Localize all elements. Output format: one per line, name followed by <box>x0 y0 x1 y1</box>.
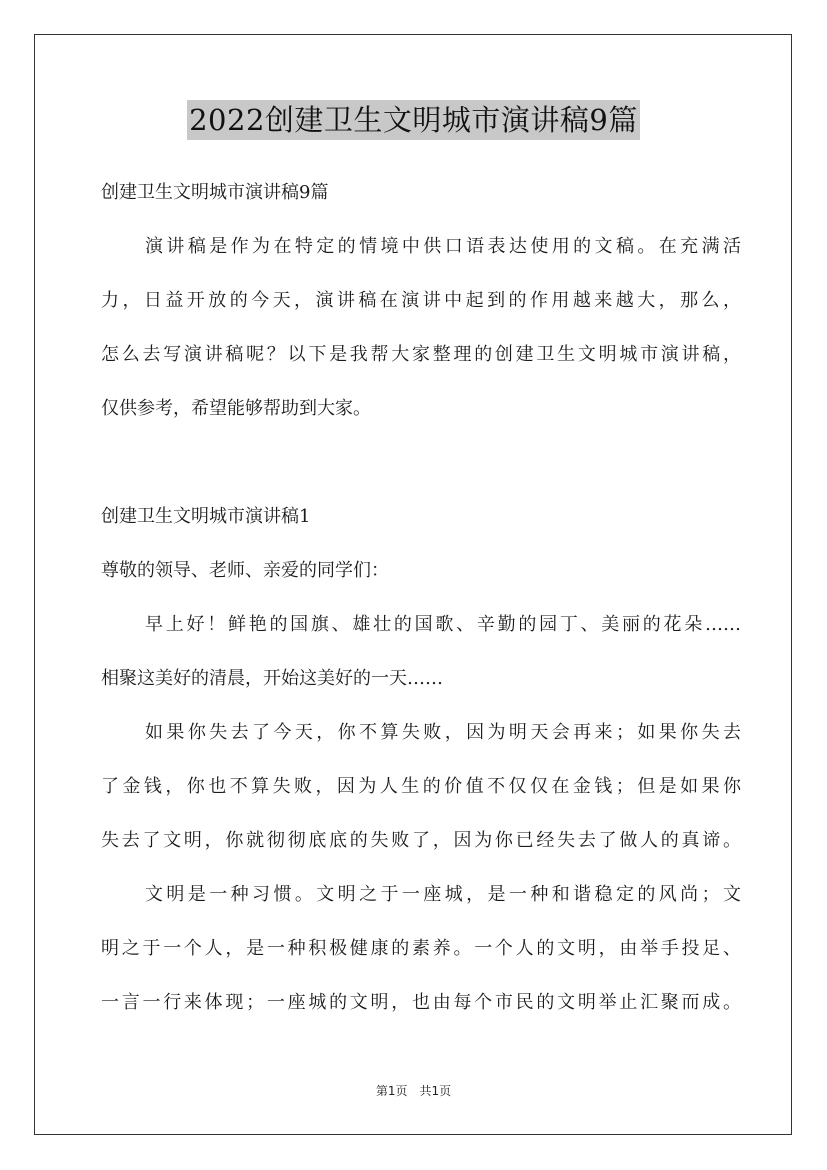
intro-line-3: 怎么去写演讲稿呢？以下是我帮大家整理的创建卫生文明城市演讲稿， <box>101 344 741 365</box>
document-subtitle: 创建卫生文明城市演讲稿9篇 <box>101 182 329 203</box>
title-container <box>0 100 827 140</box>
para1-line-1: 早上好！鲜艳的国旗、雄壮的国歌、辛勤的园丁、美丽的花朵…… <box>145 614 741 635</box>
para3-line-3: 一言一行来体现；一座城的文明，也由每个市民的文明举止汇聚而成。 <box>101 992 741 1013</box>
para2-line-3: 失去了文明，你就彻彻底底的失败了，因为你已经失去了做人的真谛。 <box>101 830 741 851</box>
salutation: 尊敬的领导、老师、亲爱的同学们： <box>101 560 389 581</box>
para3-line-2: 明之于一个人，是一种积极健康的素养。一个人的文明，由举手投足、 <box>101 938 741 959</box>
intro-line-4: 仅供参考，希望能够帮助到大家。 <box>101 398 371 419</box>
para3-line-1: 文明是一种习惯。文明之于一座城，是一种和谐稳定的风尚；文 <box>145 884 741 905</box>
page-footer: 第1页 共1页 <box>375 1084 452 1098</box>
intro-line-2: 力，日益开放的今天，演讲稿在演讲中起到的作用越来越大，那么， <box>101 290 741 311</box>
para2-line-2: 了金钱，你也不算失败，因为人生的价值不仅仅在金钱；但是如果你 <box>101 776 741 797</box>
para2-line-1: 如果你失去了今天，你不算失败，因为明天会再来；如果你失去 <box>145 722 741 743</box>
document-title: 2022创建卫生文明城市演讲稿9篇 <box>187 100 640 140</box>
document-body <box>101 166 741 1030</box>
intro-line-1: 演讲稿是作为在特定的情境中供口语表达使用的文稿。在充满活 <box>145 236 741 257</box>
section-heading: 创建卫生文明城市演讲稿1 <box>101 506 311 527</box>
paragraph-gap <box>101 436 741 490</box>
para1-line-2: 相聚这美好的清晨，开始这美好的一天…… <box>101 668 443 689</box>
